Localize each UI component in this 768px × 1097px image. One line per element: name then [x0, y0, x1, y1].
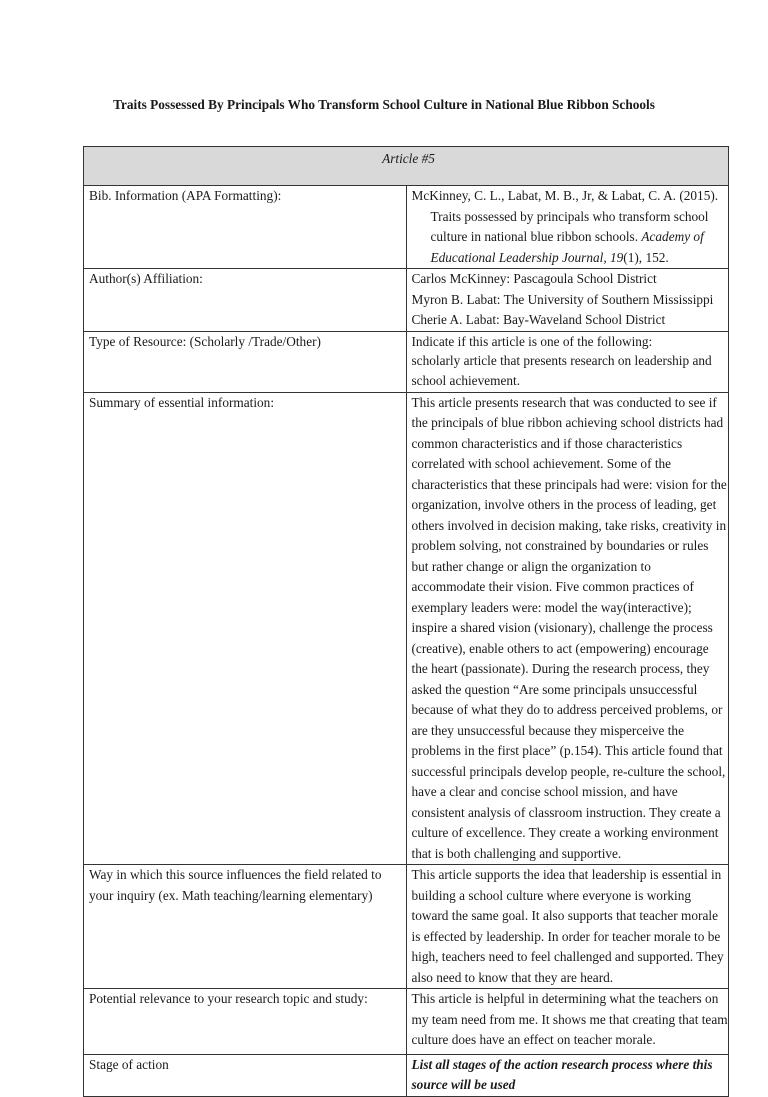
article-table — [83, 146, 729, 1097]
table-row-bib-information — [84, 186, 729, 269]
bib-information-label: Bib. Information (APA Formatting): — [84, 186, 407, 269]
stage-of-action-label: Stage of action — [84, 1054, 407, 1096]
table-row-type-of-resource — [84, 331, 729, 392]
author-affiliation-value — [406, 269, 729, 332]
resource-instruction: Indicate if this article is one of the following: — [411, 333, 653, 349]
table-row-author-affiliation — [84, 269, 729, 332]
table-row-field-influence — [84, 865, 729, 989]
table-row-stage-of-action — [84, 1054, 729, 1096]
apa-citation — [412, 186, 729, 268]
stage-of-action-value: List all stages of the action research process where this source will be used — [406, 1054, 729, 1096]
table-header-row — [84, 147, 729, 186]
field-influence-label: Way in which this source influences the field related to your inquiry (ex. Math teaching/learning elementary) — [84, 865, 407, 989]
author-affiliation-line: Cherie A. Labat: Bay-Waveland School District — [411, 312, 666, 327]
author-affiliation-line: Carlos McKinney: Pascagoula School District — [411, 271, 657, 286]
journal-name: Academy of Educational Leadership Journal, 19 — [430, 229, 704, 265]
type-of-resource-label: Type of Resource: (Scholarly /Trade/Other) — [84, 331, 407, 392]
page-title: Traits Possessed By Principals Who Transform School Culture in National Blue Ribbon Schools — [113, 97, 655, 112]
citation-prefix: McKinney, C. L., Labat, M. B., Jr, & Labat, C. A. (2015). Traits possessed by principals who transform school culture in national blue ribbon schools. — [411, 188, 719, 244]
article-number-header: Article #5 — [84, 147, 729, 186]
summary-label: Summary of essential information: — [84, 392, 407, 865]
table-row-relevance — [84, 989, 729, 1055]
author-affiliation-label: Author(s) Affiliation: — [84, 269, 407, 332]
table-row-summary — [84, 392, 729, 865]
author-affiliation-line: Myron B. Labat: The University of Southern Mississippi — [411, 291, 714, 307]
relevance-value: This article is helpful in determining what the teachers on my team need from me. It shows me that creating that team culture does have an effect on teacher morale. — [406, 989, 729, 1055]
citation-suffix: (1), 152. — [623, 249, 669, 265]
field-influence-value: This article supports the idea that leadership is essential in building a school culture where everyone is working toward the same goal. It also supports that teacher morale is effected by leadership. In order for teacher morale to be high, teachers need to feel challenged and supported. They also need to know that they are heard. — [406, 865, 729, 989]
type-of-resource-value — [406, 331, 729, 392]
resource-answer: scholarly article that presents research on leadership and school achievement. — [411, 352, 712, 388]
bib-information-value — [406, 186, 729, 269]
relevance-label: Potential relevance to your research topic and study: — [84, 989, 407, 1055]
summary-value: This article presents research that was conducted to see if the principals of blue ribbon achieving school districts had common characteristics and if those characteristics correlated with school achievement. Some of the characteristics that these principals had were: vision for the organization, involve others in the process of leading, get others involved in decision making, take risks, creativity in problem solving, not constrained by boundaries or rules but rather change or align the organization to accommodate their vision. Five common practices of exemplary leaders were: model the way(interactive); inspire a shared vision (visionary), challenge the process (creative), enable others to act (empowering) encourage the heart (passionate). During the research process, they asked the question “Are some principals unsuccessful because of what they do to address perceived problems, or are they unsuccessful because they misperceive the problems in the first place” (p.154). This article found that successful principals develop people, re-culture the school, have a clear and concise school mission, and have consistent analysis of classroom instruction. They create a culture of excellence. They create a working environment that is both challenging and supportive. — [406, 392, 729, 865]
